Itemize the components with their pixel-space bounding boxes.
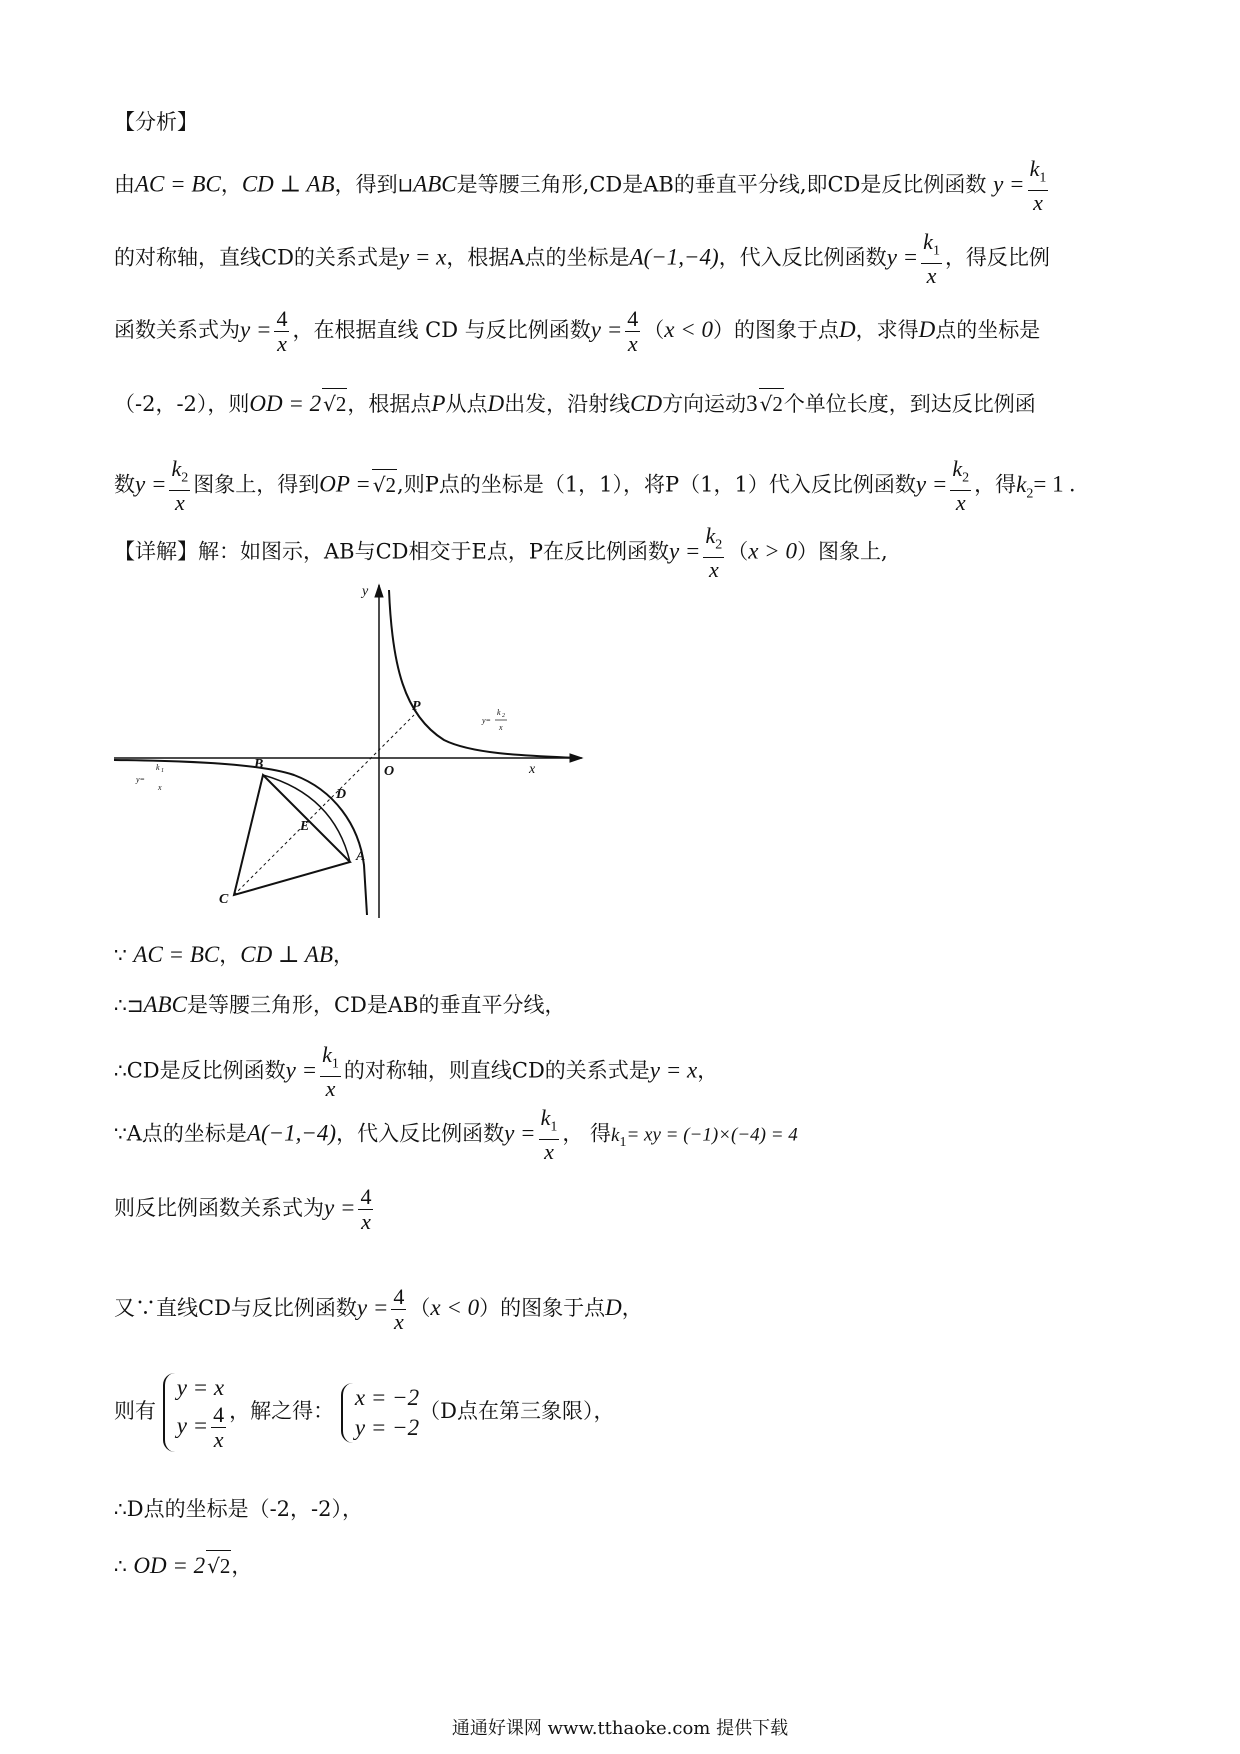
analysis-heading: 【分析】 xyxy=(114,110,198,134)
line-CO-dashed xyxy=(234,715,414,895)
fraction-k2-over-x: $\frac{k_2}{x}$ xyxy=(171,456,189,516)
label-y: y xyxy=(362,584,369,599)
geometry-figure xyxy=(114,575,584,920)
fraction-k2-over-x: $\frac{k_2}{x}$ xyxy=(705,523,723,583)
sqrt-2: √2 xyxy=(322,388,347,419)
fraction-k1-over-x: $\frac{k_1}{x}$ xyxy=(540,1105,558,1165)
solution-line-1: ∵ AC = BC，CD ⊥ AB， xyxy=(114,942,354,967)
fraction-4-over-x: $\frac{4}{x}$ xyxy=(393,1284,405,1334)
fraction-4-over-x: $\frac{4}{x}$ xyxy=(627,306,639,356)
fraction-k1-over-x: $\frac{k_1}{x}$ xyxy=(923,229,940,289)
page-footer xyxy=(0,1714,1240,1740)
label-D: D xyxy=(336,787,347,802)
fraction-k1-over-x: $\frac{k_1}{x}$ xyxy=(322,1042,339,1102)
svg-text:y=: y= xyxy=(482,716,491,725)
analysis-line-3: 函数关系式为y = $\frac{4}{x}$ ，在根据直线 CD 与反比例函数y = $\frac{4}{x}$ （x < 0）的图象于点D，求得D点的坐标是 xyxy=(114,306,1041,356)
svg-text:x: x xyxy=(499,723,503,732)
detail-intro: 【详解】解：如图示，AB与CD相交于E点，P在反比例函数y = $\frac{k_2}{x}$ （x > 0）图象上, xyxy=(114,523,888,583)
svg-text:2: 2 xyxy=(502,713,505,719)
svg-text:1: 1 xyxy=(161,768,164,774)
sqrt-2: √2 xyxy=(206,1550,231,1581)
label-C: C xyxy=(219,892,229,907)
svg-text:y=: y= xyxy=(136,775,145,784)
label-x: x xyxy=(529,762,536,777)
solution-line-3: ∴CD是反比例函数y = $\frac{k_1}{x}$ 的对称轴，则直线CD的关系式是y = x， xyxy=(114,1042,719,1102)
analysis-line-5: 数y = $\frac{k_2}{x}$ 图象上，得到OP = √2,则P点的坐标是（1，1），将P（1，1）代入反比例函数y = $\frac{k_2}{x}$ ，得$k_2= 1$ . xyxy=(114,456,1076,516)
analysis-line-4: （-2，-2），则OD = 2 √2，根据点P从点D出发，沿射线CD方向运动3 √2个单位长度，到达反比例函 xyxy=(114,388,1036,419)
solution-line-7: 则有 y = x y = $\frac{4}{x}$ ，解之得： x = −2 y = −2 （D点在第三象限）， xyxy=(114,1375,615,1452)
curve-k2-branch xyxy=(389,590,579,758)
fraction-k2-over-x: $\frac{k_2}{x}$ xyxy=(952,456,970,516)
label-P: P xyxy=(412,699,421,714)
footer-text: 通通好课网 www.tthaoke.com 提供下载 xyxy=(451,1718,789,1739)
solution-line-4: ∵A点的坐标是A(−1,−4)，代入反比例函数y = $\frac{k_1}{x}$ ， 得$k_1=$ xy = (−1)×(−4) = 4 xyxy=(114,1105,798,1165)
svg-text:k: k xyxy=(156,763,160,772)
solution-line-9: ∴ OD = 2 √2， xyxy=(114,1550,252,1581)
curve-label-k1 xyxy=(135,763,164,792)
label-E: E xyxy=(300,819,310,834)
label-A: A xyxy=(356,849,366,864)
analysis-line-2: 的对称轴，直线CD的关系式是y = x，根据A点的坐标是A(−1,−4)，代入反比例函数y = $\frac{k_1}{x}$ ，得反比例 xyxy=(114,229,1050,289)
curve-k1-branch xyxy=(114,760,367,915)
fraction-4-over-x: $\frac{4}{x}$ xyxy=(276,306,288,356)
y-axis-arrow xyxy=(375,585,383,597)
equation-system-given: y = x y = $\frac{4}{x}$ xyxy=(163,1373,229,1452)
fraction-4-over-x: $\frac{4}{x}$ xyxy=(360,1184,372,1234)
solution-line-8: ∴D点的坐标是（-2，-2）， xyxy=(114,1497,363,1521)
curve-label-k2 xyxy=(481,708,507,732)
solution-line-2: ∴⊐ABC是等腰三角形，CD是AB的垂直平分线， xyxy=(114,992,566,1017)
svg-text:x: x xyxy=(158,783,162,792)
analysis-line-1: 由AC = BC，CD ⊥ AB，得到⊔ABC是等腰三角形,CD是AB的垂直平分线,即CD是反比例函数 y = $\frac{k_1}{x}$ xyxy=(114,156,1047,216)
sqrt-2: √2 xyxy=(759,388,784,419)
label-B: B xyxy=(254,757,264,772)
label-O: O xyxy=(384,764,395,779)
fraction-k1-over-x: $\frac{k_1}{x}$ xyxy=(1029,156,1047,216)
svg-text:k: k xyxy=(497,708,501,717)
equation-system-solution: x = −2 y = −2 xyxy=(341,1383,419,1443)
solution-line-6: 又∵直线CD与反比例函数y = $\frac{4}{x}$ （x < 0）的图象于点D， xyxy=(114,1284,643,1334)
sqrt-2: √2 xyxy=(372,469,397,500)
solution-line-5: 则反比例函数关系式为y = $\frac{4}{x}$ xyxy=(114,1184,372,1234)
